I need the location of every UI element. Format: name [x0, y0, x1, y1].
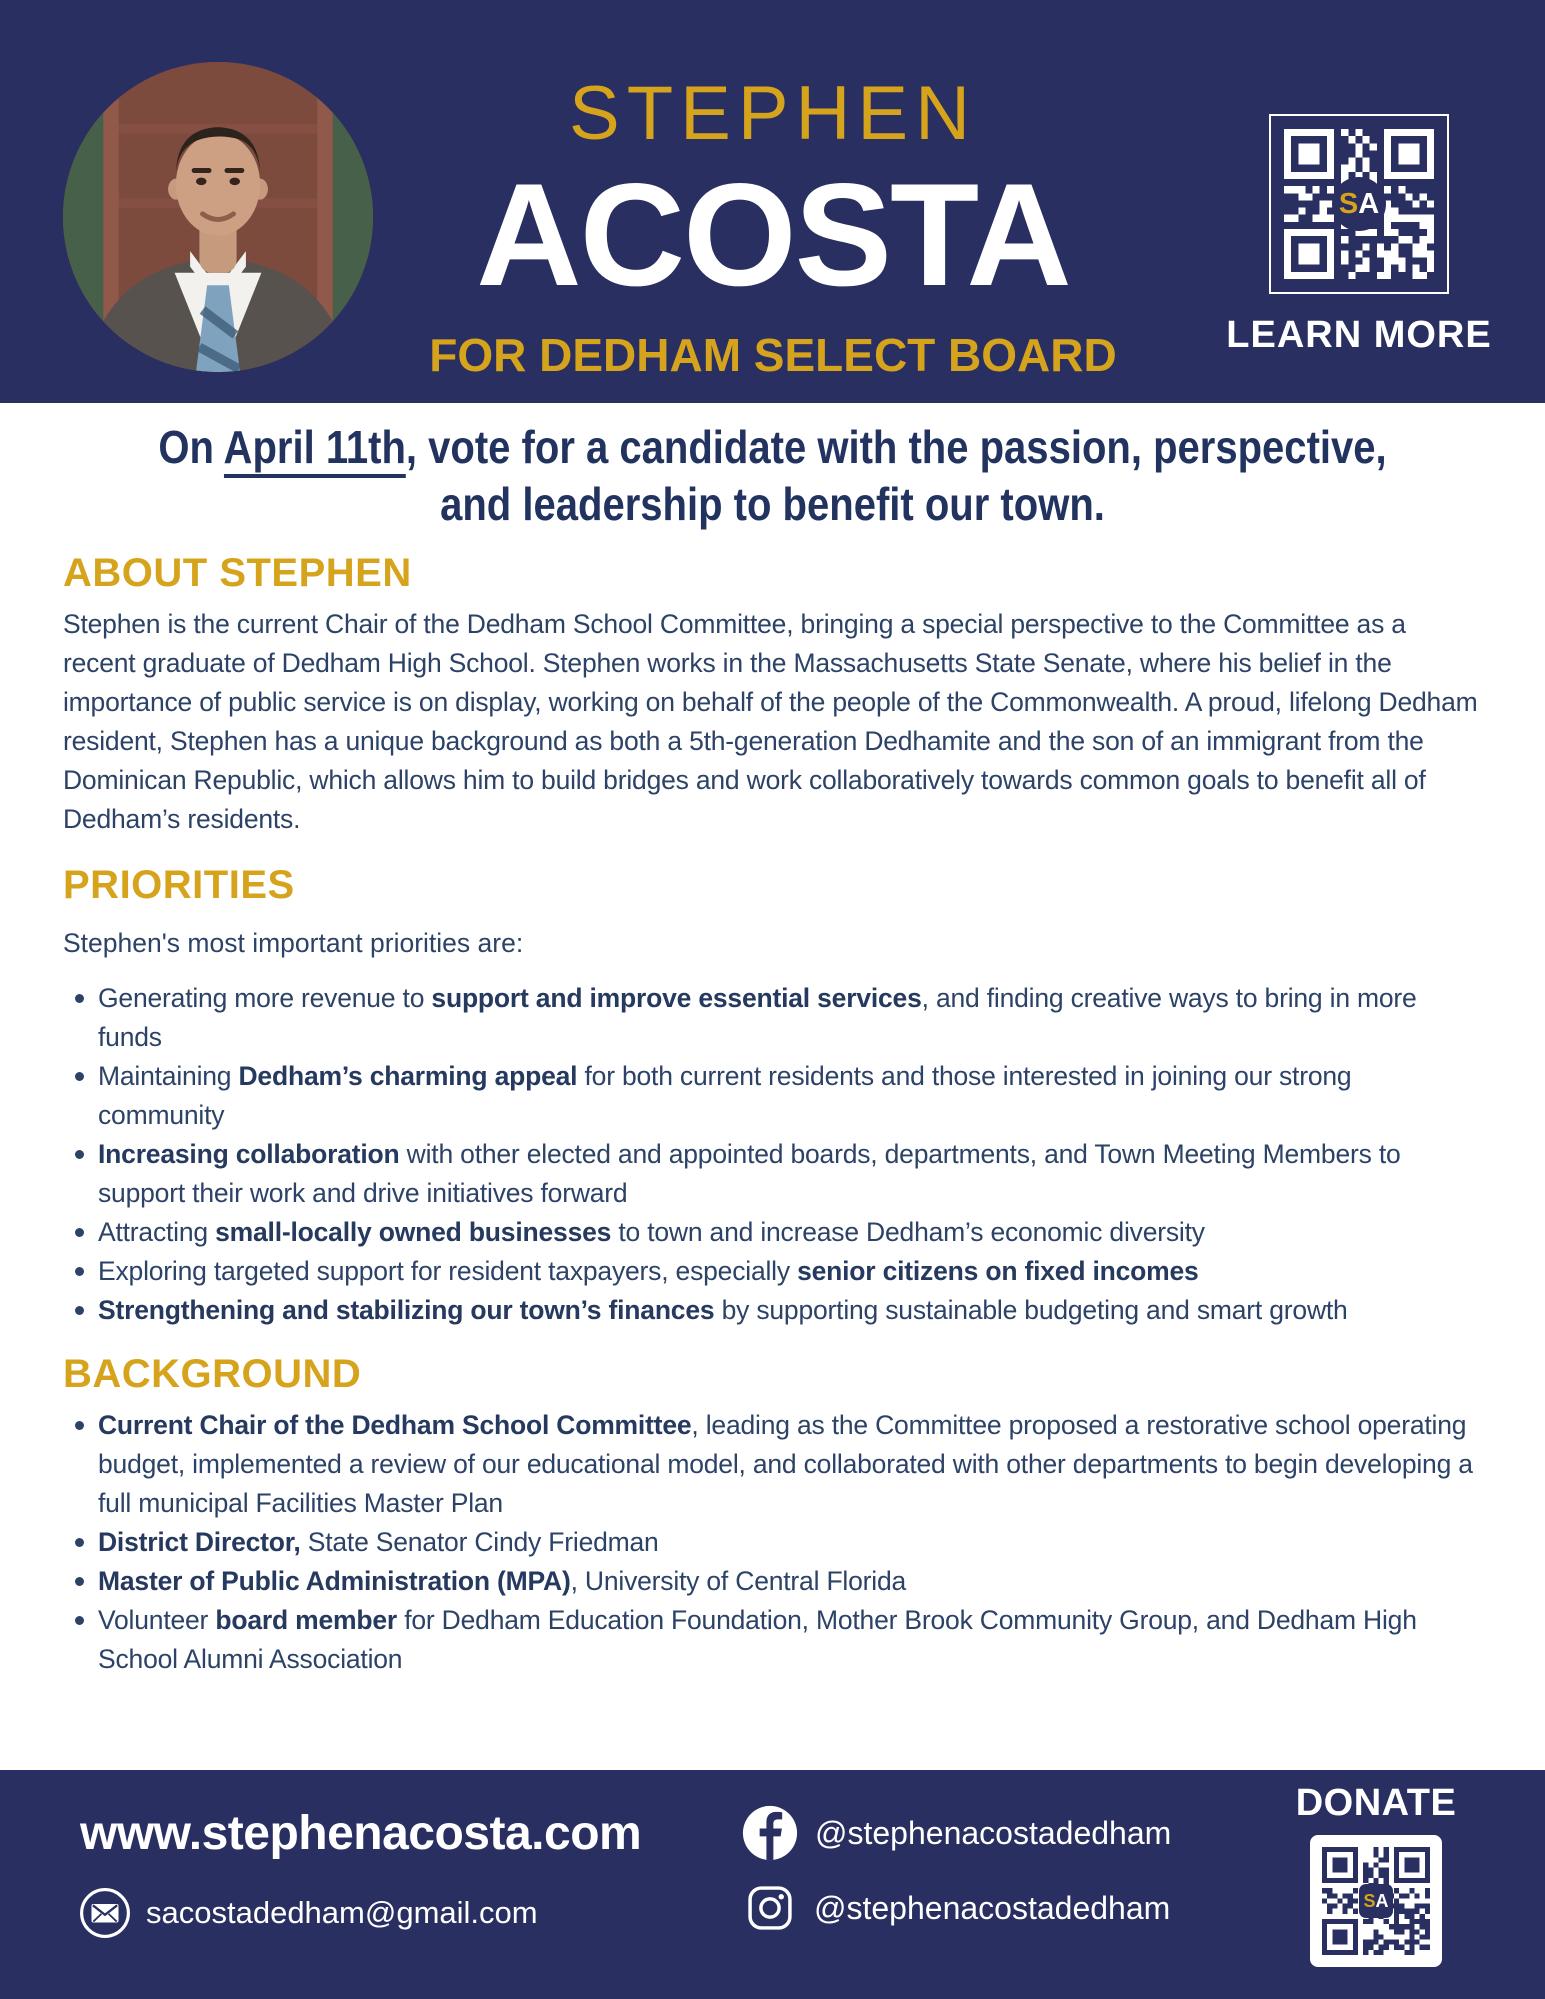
email-icon — [78, 1886, 132, 1940]
email-row — [78, 1886, 538, 1940]
list-item: Exploring targeted support for resident taxpayers, especially senior citizens on fixed incomes — [98, 1252, 1482, 1291]
list-item: Current Chair of the Dedham School Committee, leading as the Committee proposed a restorative school operating budget, implemented a review of our educational model, and collaborated with other departments to begin developing a full municipal Facilities Master Plan — [98, 1406, 1482, 1523]
candidate-portrait-illustration — [63, 62, 373, 372]
monogram-s: S — [1338, 187, 1359, 220]
about-heading: ABOUT STEPHEN — [63, 551, 412, 595]
list-item: District Director, State Senator Cindy Friedman — [98, 1523, 1482, 1562]
donate-label: DONATE — [1295, 1782, 1457, 1824]
background-list — [63, 1406, 1482, 1679]
facebook-icon — [741, 1804, 799, 1862]
campaign-tagline: FOR DEDHAM SELECT BOARD — [429, 329, 1117, 381]
candidate-first-name: STEPHEN — [569, 71, 977, 156]
list-item: Increasing collaboration with other elected and appointed boards, departments, and Town Meeting Members to support their work and drive initiatives forward — [98, 1135, 1482, 1213]
donate-qr-code — [1310, 1835, 1442, 1967]
background-heading: BACKGROUND — [63, 1351, 362, 1396]
email-address: sacostadedham@gmail.com — [146, 1895, 538, 1930]
headline-prefix: On — [158, 421, 224, 473]
donate-block — [1293, 1782, 1459, 1967]
list-item: Master of Public Administration (MPA), University of Central Florida — [98, 1562, 1482, 1601]
candidate-name-block — [420, 71, 1126, 381]
headline-line-1 — [155, 419, 1390, 476]
headline — [155, 419, 1390, 533]
candidate-last-name: ACOSTA — [476, 153, 1070, 316]
list-item: Maintaining Dedham’s charming appeal for both current residents and those interested in joining our strong community — [98, 1057, 1482, 1135]
facebook-handle: @stephenacostadedham — [815, 1814, 1172, 1851]
priorities-heading: PRIORITIES — [63, 862, 295, 907]
qr-monogram — [1332, 177, 1386, 231]
donate-qr-monogram — [1359, 1884, 1393, 1918]
list-item: Volunteer board member for Dedham Education Foundation, Mother Brook Community Group, and Dedham High School Alumni Association — [98, 1601, 1482, 1679]
learn-more-block — [1226, 114, 1492, 357]
website-url: www.stephenacosta.com — [80, 1807, 642, 1860]
monogram-a: A — [1375, 1891, 1389, 1911]
priorities-list — [63, 979, 1482, 1330]
priorities-intro: Stephen's most important priorities are: — [63, 927, 524, 958]
learn-more-qr-code — [1269, 114, 1449, 294]
list-item: Strengthening and stabilizing our town’s finances by supporting sustainable budgeting and smart growth — [98, 1291, 1482, 1330]
learn-more-label: LEARN MORE — [1226, 314, 1492, 356]
candidate-photo — [63, 62, 373, 372]
instagram-row — [744, 1882, 1170, 1934]
monogram-s: S — [1363, 1891, 1376, 1911]
footer-banner — [0, 1770, 1545, 1999]
headline-line-2: and leadership to benefit our town. — [440, 478, 1105, 530]
flyer-body — [0, 419, 1545, 1679]
instagram-handle: @stephenacostadedham — [814, 1889, 1171, 1926]
list-item: Generating more revenue to support and improve essential services, and finding creative ways to bring in more funds — [98, 979, 1482, 1057]
facebook-row — [741, 1804, 1171, 1862]
headline-rest: , vote for a candidate with the passion, perspective, — [405, 421, 1387, 473]
election-date: April 11th — [224, 421, 406, 478]
list-item: Attracting small-locally owned businesses to town and increase Dedham’s economic diversity — [98, 1213, 1482, 1252]
about-paragraph: Stephen is the current Chair of the Dedham School Committee, bringing a special perspective to the Committee as a recent graduate of Dedham High School. Stephen works in the Massachusetts State Senate, where his belief in the importance of public service is on display, working on behalf of the people of the Commonwealth. A proud, lifelong Dedham resident, Stephen has a unique background as both a 5th-generation Dedhamite and the son of an immigrant from the Dominican Republic, which allows him to build bridges and work collaboratively towards common goals to benefit all of Dedham’s residents. — [63, 608, 1478, 834]
header-banner — [0, 0, 1545, 403]
monogram-a: A — [1358, 187, 1380, 220]
instagram-icon — [744, 1882, 796, 1934]
